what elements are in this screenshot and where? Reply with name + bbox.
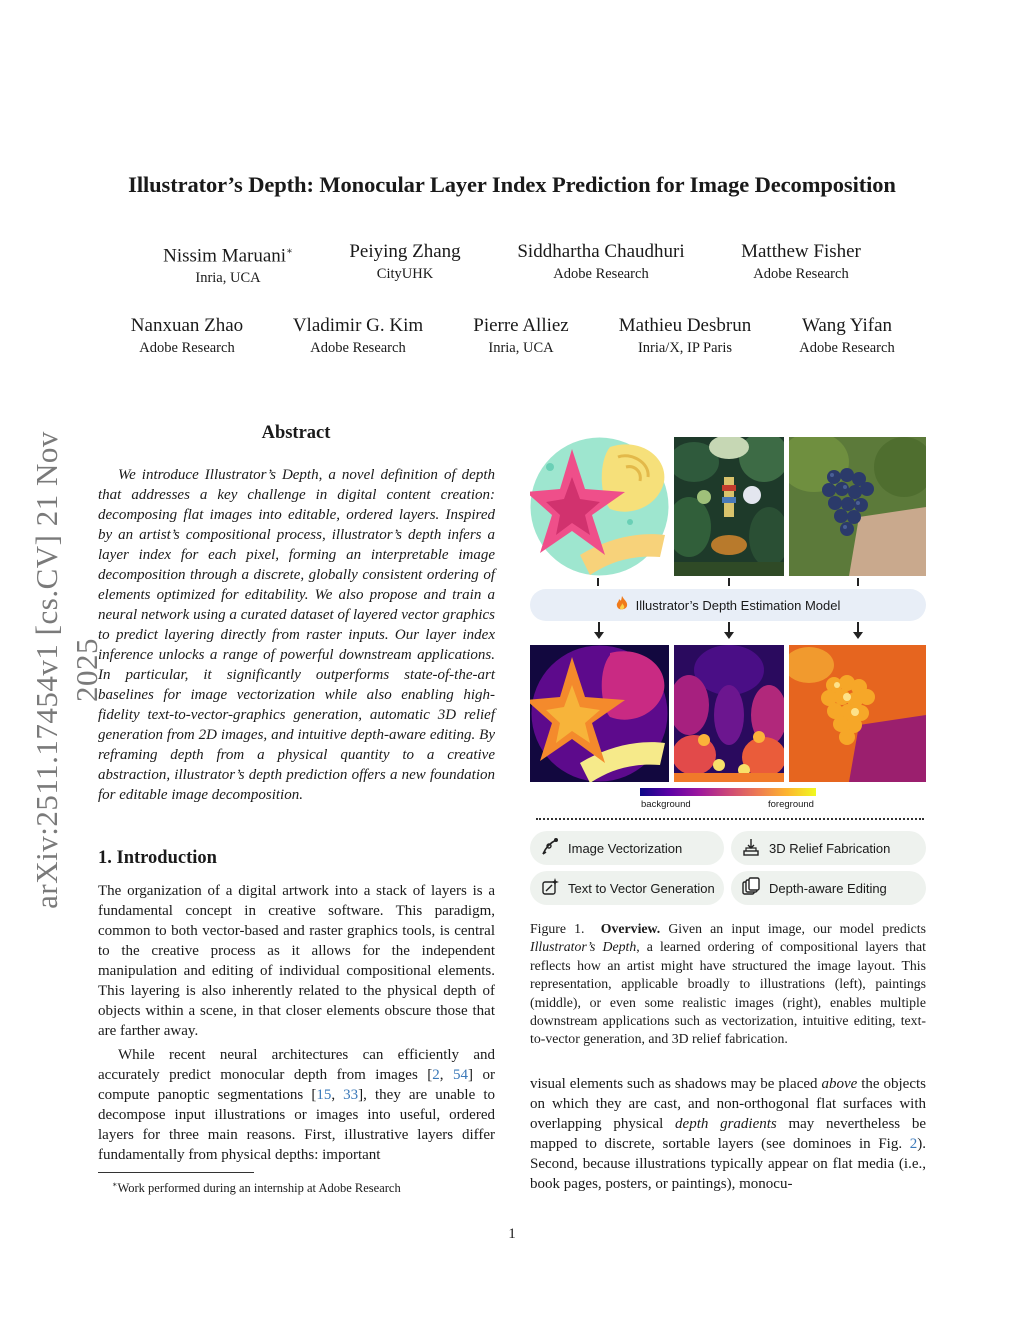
author-block [747,314,947,358]
intro-paragraph-1: The organization of a digital artwork into a stack of layers is a fundamental concept in creative software. This paradigm, common to both vector-based and raster graphics tools, is central to the creative process as it allows for the independent manipulation and editing of individual compositional elements. This layering is also inherently related to the physical depth of objects within a scene, in that closer elements obscure those that are farther away. [98,883,495,1039]
author-affiliation: CityUHK [376,266,434,282]
app-label: Depth-aware Editing [769,880,887,896]
author-name: Mathieu Desbrun [618,315,752,336]
app-3d-relief-fabrication [731,831,926,865]
relief-icon [741,837,761,860]
right-column-paragraph: visual elements such as shadows may be placed above the objects on which they are cast, and non-orthogonal flat surfaces with overlapping physical depth gradients may nevertheless be mapped to discrete, sortable layers (see dominoes in Fig. 2). Second, because illustrations typically appear on flat media (i.e., book pages, posters, or paintings), monocu- [530,1076,926,1192]
author-affiliation: Adobe Research [553,266,649,282]
figure-caption: Figure 1. Overview. Given an input image, our model predicts Illustrator’s Depth, a learned ordering of compositional layers that reflects how an artist might have structured the image layout. This representation, applicable broadly to illustrations (left), paintings (middle), or even some realistic images (right), enables multiple downstream applications such as vectorization, intuitive editing, text-to-vector generation, and 3D relief fabrication. [530,921,926,1047]
app-depth-aware-editing [731,871,926,905]
flow-tick [857,578,859,586]
flow-tick [728,578,730,586]
author-name: Nissim Maruani [163,245,287,267]
depth-map-illustration [530,645,669,782]
app-image-vectorization [530,831,724,865]
author-affiliation: Adobe Research [139,340,235,356]
author-name: Peiying Zhang [349,241,461,262]
author-block [87,314,287,358]
author-affiliation: Adobe Research [753,266,849,282]
footnote-rule [98,1172,254,1173]
citation-link[interactable]: 15 [316,1087,332,1103]
author-name: Siddhartha Chaudhuri [517,241,685,262]
figure-reference-link[interactable]: 2 [909,1136,918,1152]
model-label: Illustrator’s Depth Estimation Model [635,597,841,613]
figure-separator [536,818,924,820]
intro-paragraph-2: While recent neural architectures can efficiently and accurately predict monocular depth from images [2, 54] or compute panoptic segmentations [15, 33], they are unable to decompose input illustrations or images into useful, ordered layers for three main reasons. First, illustrative layers differ fundamentally from physical depths: important [98,1047,495,1163]
input-image-painting [674,437,784,576]
author-block [128,240,328,288]
citation-link[interactable]: 2 [432,1067,440,1083]
input-image-grapes-photo [789,437,926,576]
author-block [501,240,701,284]
pen-tool-icon [540,837,560,860]
abstract-heading: Abstract [261,423,331,443]
abstract-text: We introduce Illustrator’s Depth, a novel definition of depth that addresses a key challenge in digital content creation: decomposing flat images into editable, ordered layers. Inspired by an artist’s compositional process, illustrator’s depth infers a layer index for each pixel, forming an interpretable image decomposition through a discrete, globally consistent ordering of elements optimized for editability. We also propose and train a neural network using a curated dataset of layered vector graphics to predict layering directly from raster inputs. Our layer index inference unlocks a range of powerful downstream applications. In particular, it significantly outperforms state-of-the-art baselines for image vectorization while also enabling high-fidelity text-to-vector-graphics generation, automatic 3D relief generation from 2D images, and intuitive depth-aware editing. By reframing depth from a physical quantity to a creative abstraction, illustrator’s depth prediction offers a new foundation for editable image decomposition. [98,467,495,803]
depth-colorbar [640,788,816,796]
author-block [701,240,901,284]
input-image-illustration [530,437,669,576]
footnote: ∗Work performed during an internship at Adobe Research [112,1180,401,1196]
author-affiliation: Inria, UCA [488,340,554,356]
fire-icon [616,596,628,614]
flow-tick [597,578,599,586]
author-name: Vladimir G. Kim [292,315,424,336]
depth-map-grapes [789,645,926,782]
author-name: Nanxuan Zhao [130,315,244,336]
section-heading-introduction: 1. Introduction [98,848,217,868]
depth-map-painting [674,645,784,782]
page-number: 1 [508,1226,516,1242]
arxiv-identifier: arXiv:2511.17454v1 [cs.CV] 21 Nov 2025 [29,431,104,909]
app-label: Text to Vector Generation [568,880,715,896]
colorbar-label-foreground: foreground [768,799,814,810]
author-affiliation: Adobe Research [799,340,895,356]
model-label-bar [530,589,926,621]
author-affiliation: Inria/X, IP Paris [637,340,733,356]
author-affiliation: Adobe Research [310,340,406,356]
author-affiliation: Inria, UCA [195,270,261,287]
author-name: Pierre Alliez [473,315,569,336]
author-name: Wang Yifan [801,315,893,336]
paper-title: Illustrator’s Depth: Monocular Layer Index Prediction for Image Decomposition [128,172,896,197]
citation-link[interactable]: 54 [453,1067,469,1083]
sparkle-edit-icon [540,877,560,900]
app-text-to-vector-generation [530,871,724,905]
colorbar-label-background: background [641,799,691,810]
app-label: Image Vectorization [568,840,683,856]
layers-icon [741,877,761,900]
author-block [305,240,505,284]
app-label: 3D Relief Fabrication [769,840,891,856]
author-name: Matthew Fisher [741,241,861,262]
author-footnote-mark: ∗ [286,246,293,257]
citation-link[interactable]: 33 [343,1087,359,1103]
